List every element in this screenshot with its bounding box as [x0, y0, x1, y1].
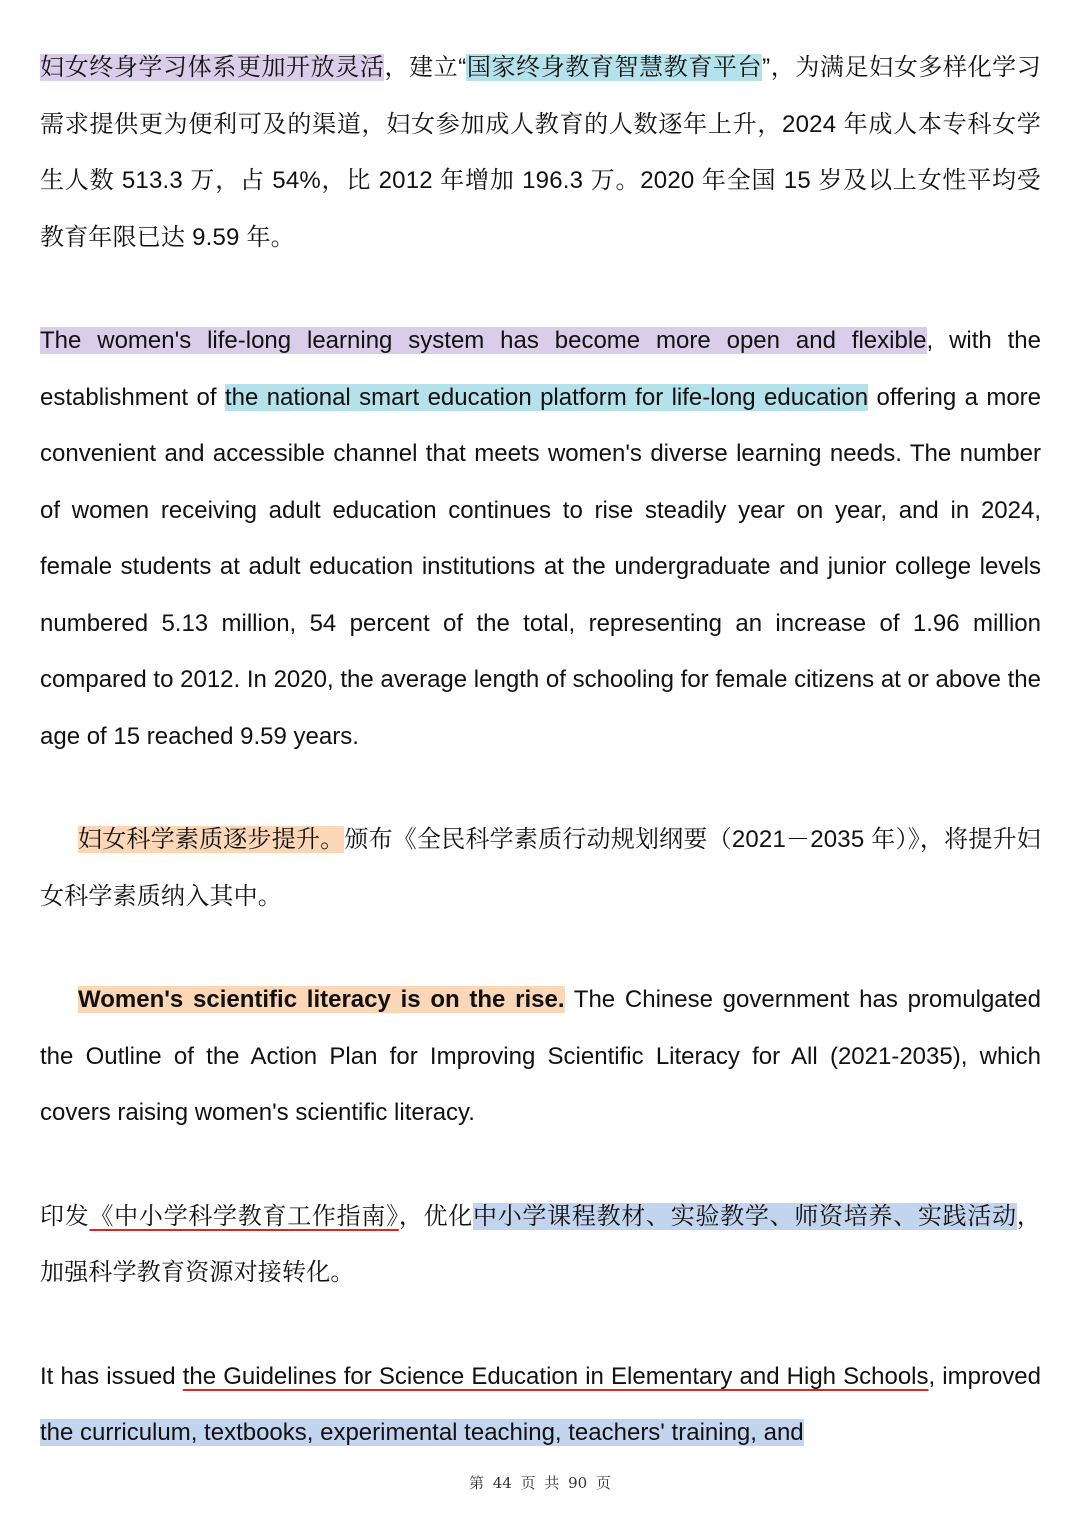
body-text: ，优化 — [398, 1202, 473, 1230]
paragraph-en-science-guidelines — [40, 1349, 1041, 1462]
underlined-title: 《中小学科学教育工作指南》 — [89, 1202, 399, 1230]
highlight-blue: 中小学课程教材、实验教学、师资培养、实践活动 — [472, 1202, 1017, 1230]
body-text: ，建立“ — [384, 54, 467, 81]
highlight-purple: 妇女终身学习体系更加开放灵活 — [40, 54, 385, 81]
body-text: , improved — [928, 1362, 1042, 1390]
paragraph-zh-science-guidelines — [40, 1189, 1041, 1302]
highlight-blue: the curriculum, textbooks, experimental teaching, teachers' training, and — [40, 1419, 804, 1446]
body-text: ，加强科学教育资源对接转化。 — [40, 1202, 1042, 1286]
body-text: offering a more convenient and accessible channel that meets women's diverse learning needs. The number of women receiving adult education continues to rise steadily year on year, and in 2024, female students at adult education institutions at the undergraduate and junior college levels numbered 5.13 million, 54 percent of the total, representing an increase of 1.96 million compared to 2012. In 2020, the average length of schooling for female citizens at or above the age of 15 reached 9.59 years. — [40, 383, 1042, 750]
body-text: 印发 — [40, 1202, 90, 1230]
highlight-cyan: the national smart education platform for life-long education — [224, 383, 869, 411]
body-text: ”，为满足妇女多样化学习需求提供更为便利可及的渠道，妇女参加成人教育的人数逐年上升，2024 年成人本专科女学生人数 513.3 万，占 54%，比 2012 年增加 196.3 万。2020 年全国 15 岁及以上女性平均受教育年限已达 9.59 年。 — [40, 54, 1041, 251]
highlight-cyan: 国家终身教育智慧教育平台 — [466, 54, 763, 81]
paragraph-en-scientific-literacy — [40, 972, 1041, 1142]
page-footer: 第 44 页 共 90 页 — [468, 1474, 611, 1492]
paragraph-zh-lifelong-learning — [40, 40, 1041, 266]
underlined-title: the Guidelines for Science Education in Elementary and High Schools — [182, 1362, 929, 1390]
body-text: 颁布《全民科学素质行动规划纲要（2021－2035 年）》，将提升妇女科学素质纳入其中。 — [40, 826, 1041, 910]
body-text: The Chinese government has promulgated the Outline of the Action Plan for Improving Scientific Literacy for All (2021-2035), which covers raising women's scientific literacy. — [40, 986, 1042, 1126]
highlight-orange: 妇女科学素质逐步提升。 — [78, 826, 345, 853]
paragraph-zh-scientific-literacy — [40, 812, 1041, 925]
paragraph-en-lifelong-learning — [40, 313, 1041, 765]
highlight-orange-bold: Women's scientific literacy is on the rise. — [78, 986, 565, 1013]
body-text: , with the establishment of — [40, 327, 1041, 411]
document-page — [40, 40, 1041, 1462]
body-text: It has issued — [40, 1362, 183, 1390]
highlight-purple: The women's life-long learning system has become more open and flexible — [40, 327, 927, 354]
